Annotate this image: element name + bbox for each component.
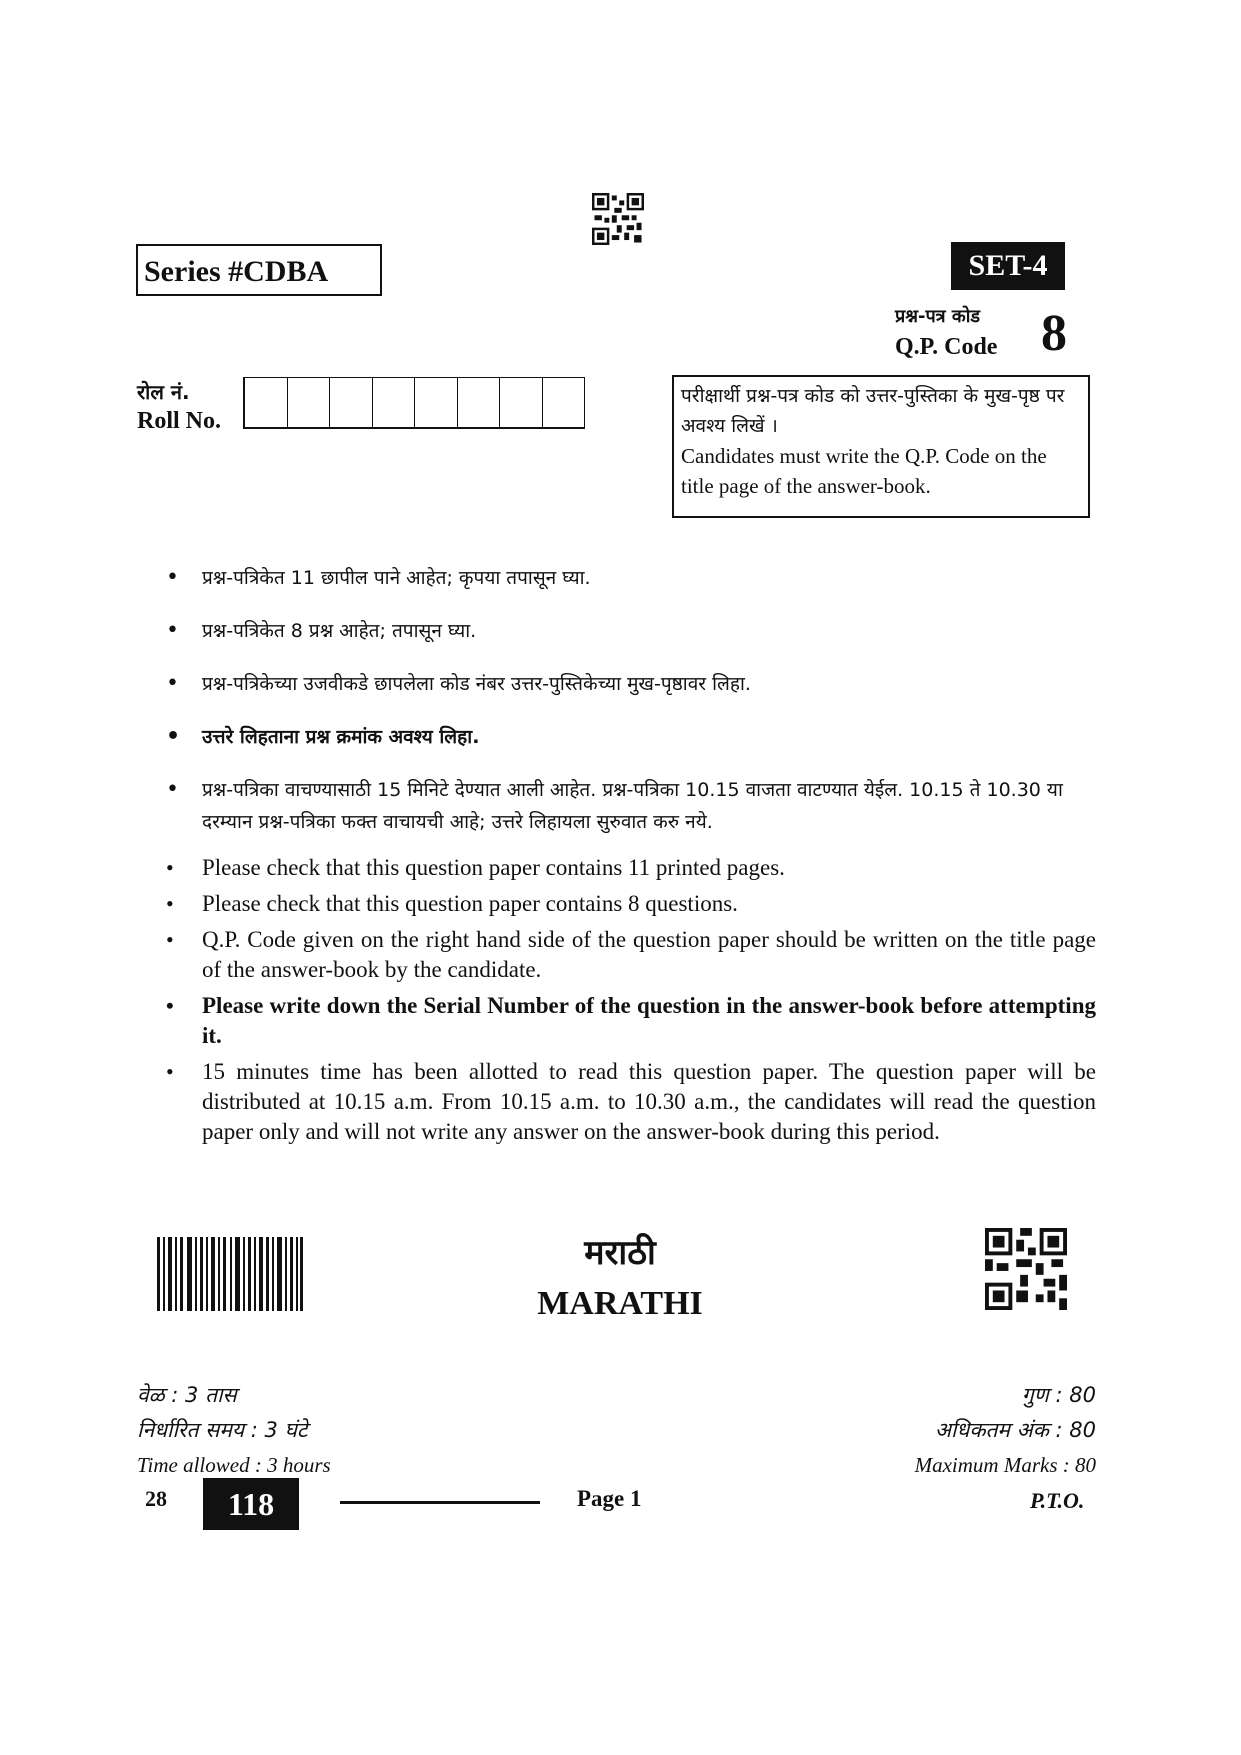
note-hindi: परीक्षार्थी प्रश्न-पत्र कोड को उत्तर-पुस्तिका के मुख-पृष्ठ पर अवश्य लिखें । xyxy=(681,385,1065,437)
footer-divider xyxy=(340,1501,540,1504)
barcode-icon xyxy=(157,1237,303,1311)
candidate-note-box xyxy=(672,375,1090,518)
instructions-english xyxy=(166,853,1096,1153)
time-marathi: वेळ : 3 तास xyxy=(137,1383,237,1407)
time-english: Time allowed : 3 hours xyxy=(137,1453,331,1477)
roll-cell[interactable] xyxy=(543,377,586,427)
maximum-marks xyxy=(800,1378,1096,1483)
time-hindi: निर्धारित समय : 3 घंटे xyxy=(137,1418,308,1442)
marks-marathi: गुण : 80 xyxy=(1021,1383,1096,1407)
page-number: Page 1 xyxy=(577,1486,642,1511)
roll-cell[interactable] xyxy=(458,377,501,427)
instruction-item: • प्रश्न-पत्रिकेत 8 प्रश्न आहेत; तपासून घ्या. xyxy=(166,615,1096,647)
instruction-item: • Please check that this question paper contains 8 questions. xyxy=(166,889,1096,919)
roll-label: Roll No. xyxy=(137,408,221,434)
qr-code-icon xyxy=(592,193,644,245)
roll-cell[interactable] xyxy=(245,377,288,427)
instruction-item: • 15 minutes time has been allotted to read this question paper. The question paper will be distributed at 10.15 a.m. From 10.15 a.m. to 10.30 a.m., the candidates will read the question paper only and will not write any answer on the answer-book during this period. xyxy=(166,1057,1096,1147)
instruction-item: • प्रश्न-पत्रिकेत 11 छापील पाने आहेत; कृपया तपासून घ्या. xyxy=(166,562,1096,594)
roll-cell[interactable] xyxy=(330,377,373,427)
roll-number-boxes[interactable] xyxy=(243,377,585,429)
instruction-item: • प्रश्न-पत्रिका वाचण्यासाठी 15 मिनिटे देण्यात आली आहेत. प्रश्न-पत्रिका 10.15 वाजता वाटण्यात येईल. 10.15 ते 10.30 या दरम्यान प्रश्न-पत्रिका फक्त वाचायची आहे; उत्तरे लिहायला सुरुवात करु नये. xyxy=(166,774,1096,838)
instruction-item: • Please write down the Serial Number of the question in the answer-book before attempting it. xyxy=(166,991,1096,1051)
qp-code-label: Q.P. Code xyxy=(895,334,998,360)
note-english: Candidates must write the Q.P. Code on the title page of the answer-book. xyxy=(681,444,1047,498)
instruction-item: • प्रश्न-पत्रिकेच्या उजवीकडे छापलेला कोड नंबर उत्तर-पुस्तिकेच्या मुख-पृष्ठावर लिहा. xyxy=(166,668,1096,700)
instruction-item: • उत्तरे लिहताना प्रश्न क्रमांक अवश्य लिहा. xyxy=(166,721,1096,753)
set-badge: SET-4 xyxy=(951,242,1065,290)
roll-cell[interactable] xyxy=(500,377,543,427)
instructions-marathi xyxy=(166,562,1096,859)
roll-cell[interactable] xyxy=(415,377,458,427)
roll-label-hindi: रोल नं. xyxy=(137,380,190,404)
roll-cell[interactable] xyxy=(288,377,331,427)
instruction-item: • Q.P. Code given on the right hand side of the question paper should be written on the title page of the answer-book by the candidate. xyxy=(166,925,1096,985)
time-allowed xyxy=(137,1378,331,1483)
marks-hindi: अधिकतम अंक : 80 xyxy=(934,1418,1096,1442)
instruction-item: • Please check that this question paper contains 11 printed pages. xyxy=(166,853,1096,883)
series-label: Series #CDBA xyxy=(136,244,382,296)
footer-number: 28 xyxy=(145,1486,167,1511)
pto-label: P.T.O. xyxy=(1030,1488,1085,1513)
marks-english: Maximum Marks : 80 xyxy=(914,1453,1096,1477)
qr-code-icon xyxy=(985,1228,1067,1310)
subject-title-marathi: मराठी xyxy=(584,1233,656,1273)
qp-code-value: 8 xyxy=(1041,305,1067,362)
qp-code-label-hindi: प्रश्न-पत्र कोड xyxy=(895,306,980,327)
paper-code-box: 118 xyxy=(203,1478,299,1530)
roll-cell[interactable] xyxy=(373,377,416,427)
subject-title: MARATHI xyxy=(537,1285,703,1322)
